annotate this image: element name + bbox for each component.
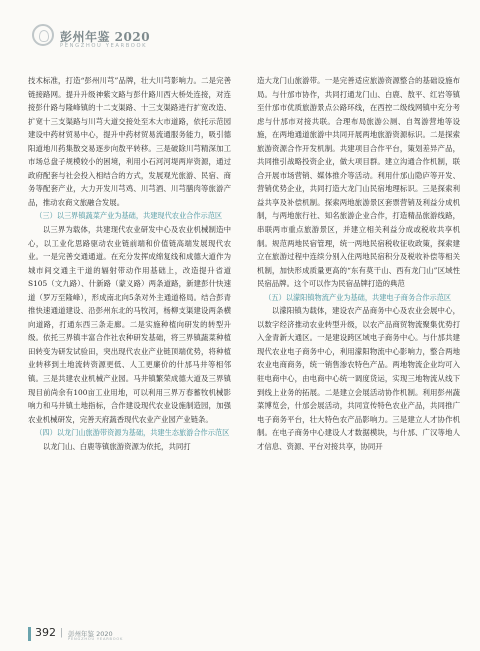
page-header — [0, 0, 480, 62]
footer-title: 彭州年鉴 2020 — [68, 630, 113, 638]
section-heading: （三）以三界镇蔬菜产业为基础，共建现代农业合作示范区 — [35, 211, 223, 221]
footer-subtitle: PENGZHOU YEARBOOK — [68, 637, 124, 641]
yearbook-logo-icon — [32, 24, 54, 46]
body-paragraph: 以龙门山、白鹿等镇旅游资源为依托，共同打 — [42, 441, 191, 451]
page-number: 392 — [35, 626, 56, 639]
left-text-column — [28, 74, 231, 453]
body-paragraph: 以三界为载体，共建现代农业研发中心及农业机械制造中心，以工业化思路驱动农业链前端和价值链高端发展现代农业。一是完善交通通道。在充分发挥成绵复线和成德大道作为城市间交通主干道的辐射带动作用基础上，改造提升省道S105（文九路）、什新路（蒙义路）两条道路，新建彭什快速道（罗万至隆峰），形成南北向5条对外主通道格局。结合彭青推快速通道建设、沿彭州东北的马牧河，杨柳支渠建设两条横向道路，打通东西三条走廊。二是实施种植向研发的转型升级。依托三界镇丰富合作社农种研发基础，将三界镇蔬菜种植田转变为研发试验田，突出现代农业产业链顶端优势，将种植业转移到土地流转资源更低、人工更廉价的什邡马井等相邻镇。三是共建农业机械产业园。马井镇繁荣成德大道及三界镇现目前尚余有100亩工业用地，可以利用三界万春蓄牧机械影响力和马井镇土地指标，合作建设现代农业设施制造园，加强农业机械研发，完善天府蔬香现代农业产业园产业链条。 — [28, 225, 231, 424]
right-text-column — [257, 74, 460, 453]
body-paragraph: 造大龙门山旅游带。一是完善适应旅游资源整合的基础设施布局。与什邡市协作，共同打通龙门山、白鹿、敖平、红岩等镇至什邡市优质旅游景点公路环线，在西控二级线网镇中充分考虑与什邡市对接共联。合理布局旅游公厕、自驾游营地等设施，在两地通道旅游中共同开展两地旅游资源标识。二是探索旅游资源合作开发机制。共建项目合作平台，策划差异产品，共同推引战略投资企业，做大项目群。建立沟通合作机制，联合开展市场营销、媒体推介等活动。利用什邡山隐庐等开发、营销优势企业，共同打造大龙门山民宿地理标识。三是探索利益共享及补偿机制。探索两地旅游景区套票营销及利益分成机制，与两地旅行社、知名旅游企业合作，打造精品旅游线路，串联两市重点旅游景区，并建立相关利益分成或税收共享机制。规范两地民宿管理，统一两地民宿税收征收政策，探索建立在旅游过程中连续分别入住两地民宿积分及税收补偿等相关机制，加快形成质量更高的“东有莫干山、西有龙门山”区域性民宿品牌。这个可以作为民宿品牌打造的典范 — [257, 76, 460, 289]
body-paragraph: 技术标准，打造“彭州川芎”品牌，壮大川芎影响力。二是完善链接路网。提升升级神紫文路与彭什路川西大桥处连接，对连接彭什路与隆峰镇的十二支渠路、十三支渠路进行扩宽改造、扩宽十三支渠路与川芎大道交接处至木大市道路，依托示范园建设中药材贸易中心，提升中药材贸易流通服务能力，吸引德阳道地川药集散交易逐步向敖平转移。三是破除川芎精深加工市场总盘子规模较小的困境，利用小石河河堤两岸资源，通过政府配套与社会投入相结合的方式，发展观光旅游、民宿、商务等配套产业，大力开发川芎鸡、川芎酒、川芎膳肉等旅游产品，推动农商文旅融合发展。 — [28, 76, 231, 207]
footer-separator: | — [60, 628, 64, 638]
page-number-bar — [28, 627, 31, 641]
header-subtitle: PENGZHOU YEARBOOK — [60, 43, 148, 49]
section-heading: （五）以濛阳镇物流产业为基础，共建电子商务合作示范区 — [264, 292, 452, 302]
body-paragraph: 以濛阳镇为载体，建设农产品商务中心及农业会展中心，以数字经济推动农业转型升级，以农产品商贸物流聚集优势打入金青新大通区。一是建设跨区域电子商务中心。与什邡共建现代农业电子商务中心，利用濛阳物流中心影响力，整合两地农业电商商务，统一销售渗农特色产品。两地物流企业均可入驻电商中心，由电商中心统一调度货运，实现三地物流从线下到线上业务的拓展。二是建立会展活动协作机制。利用彭州蔬菜博览会，什邡会展活动，共同宣传特色农业产品，共同推广电子商务平台，壮大特色农产品影响力。三是建立人才协作机制。在电子商务中心建设人才数据模块，与什邡、广汉等地人才信息、资源、平台对接共享，协同开 — [257, 306, 460, 451]
page-footer — [0, 624, 480, 651]
header-title: 彭州年鉴 2020 — [60, 30, 151, 44]
section-heading: （四）以龙门山旅游带资源为基础，共建生态旅游合作示范区 — [35, 428, 230, 438]
